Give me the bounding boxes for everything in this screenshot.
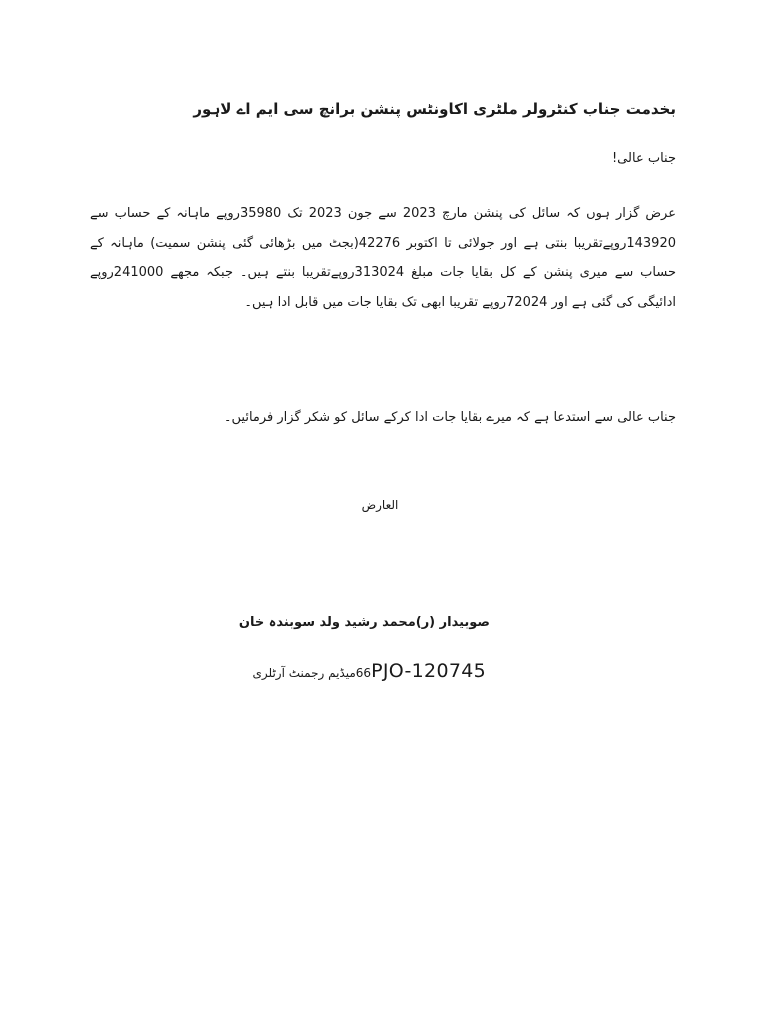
signature-unit: 66میڈیم رجمنٹ آرٹلری	[252, 666, 372, 680]
signoff: العارض	[361, 498, 399, 512]
salutation: جناب عالی!	[611, 151, 676, 166]
letter-body: عرض گزار ہوں کہ سائل کی پنشن مارچ 2023 سے جون 2023 تک 35980روپے ماہانہ کے حساب سے 143920روپےتقریبا بنتی ہے اور جولائی تا اکتوبر 42276(بجٹ میں بڑھائی گئی پنشن سمیت) ماہانہ کے حساب سے میری پنشن کے کل بقایا جات مبلغ 313024روپےتقریبا بنتے ہیں۔ جبکہ مجھے 241000روپے ادائیگی کی گئی ہے اور 72024روپے تقریبا ابھی تک بقایا جات میں قابل ادا ہیں۔	[90, 206, 676, 310]
signature-id-line	[180, 656, 490, 688]
signature-id: PJO-120745	[371, 660, 486, 682]
signature-name: صوبیدار (ر)محمد رشید ولد سوبندہ خان	[238, 615, 490, 630]
request-paragraph: جناب عالی سے استدعا ہے کہ میرے بقایا جات ادا کرکے سائل کو شکر گزار فرمائیں۔	[223, 410, 676, 425]
letter-heading: بخدمت جناب کنٹرولر ملٹری اکاونٹس پنشن برانچ سی ایم اے لاہور	[193, 100, 676, 118]
